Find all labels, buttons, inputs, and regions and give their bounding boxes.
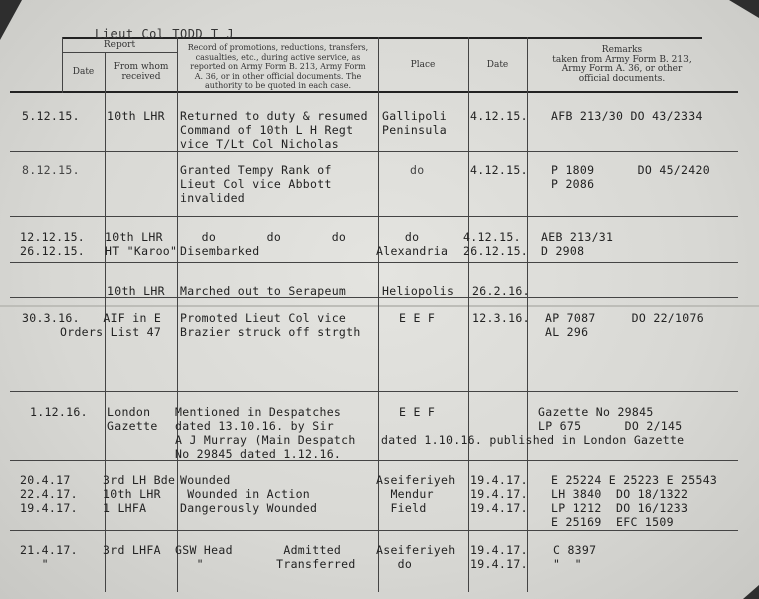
entry-date: 30.3.16. (22, 311, 80, 325)
entry-record: do do do Disembarked (180, 230, 347, 258)
entry-record: Granted Tempy Rank of Lieut Col vice Abbott invalided (180, 163, 332, 205)
entry-date2: 19.4.17. 19.4.17. 19.4.17. (470, 473, 528, 515)
entry-date: 21.4.17. " (20, 543, 78, 571)
column-rule (468, 37, 469, 592)
row-rule (10, 391, 738, 392)
header-bottom-rule (10, 91, 738, 93)
entry-date: 12.12.15. 26.12.15. (20, 230, 86, 258)
entry-record: Marched out to Serapeum (180, 284, 347, 298)
entry-from: 3rd LH Bde 10th LHR 1 LHFA (103, 473, 176, 515)
row-rule (10, 262, 738, 263)
entry-date: 8.12.15. (22, 163, 80, 177)
officer-name: Lieut Col TODD T J (95, 27, 235, 41)
entry-date: 1.12.16. (30, 405, 88, 419)
entry-from: 10th LHR HT "Karoo" (105, 230, 178, 258)
entry-from: 10th LHR (107, 109, 165, 123)
torn-corner (729, 0, 759, 18)
date-header: Date (72, 67, 95, 77)
entry-date2: 12.3.16. (472, 311, 530, 325)
entry-record: GSW Head Admitted " Transferred (175, 543, 356, 571)
row-rule (10, 460, 738, 461)
entry-remarks: AEB 213/31 D 2908 (541, 230, 614, 258)
row-rule (10, 151, 738, 152)
entry-from: 10th LHR (107, 284, 165, 298)
torn-corner (743, 585, 759, 599)
entry-date: 20.4.17 22.4.17. 19.4.17. (20, 473, 78, 515)
entry-place: Heliopolis (382, 284, 455, 298)
from-whom-header: From whom received (113, 62, 169, 82)
entry-place: E E F (399, 405, 436, 419)
date2-header: Date (486, 60, 509, 70)
entry-from: AIF in E Orders List 47 (60, 311, 162, 339)
entry-remarks: C 8397 " " (553, 543, 597, 571)
entry-from: 3rd LHFA (103, 543, 161, 557)
entry-continuation: dated 1.10.16. published in London Gazette (381, 433, 685, 447)
entry-date2: 4.12.15. 26.12.15. (463, 230, 529, 258)
report-sub-rule (62, 52, 177, 53)
entry-record: Mentioned in Despatches dated 13.10.16. by Sir A J Murray (Main Despatch No 29845 dated 1.12.16. (175, 405, 356, 461)
entry-remarks: P 1809 DO 45/2420 P 2086 (551, 163, 710, 191)
entry-date2: 19.4.17. 19.4.17. (470, 543, 528, 571)
torn-corner (0, 0, 22, 40)
place-header: Place (410, 60, 436, 70)
entry-date2: 26.2.16. (472, 284, 530, 298)
entry-record: Returned to duty & resumed Command of 10th L H Regt vice T/Lt Col Nicholas (180, 109, 368, 151)
entry-place: do (410, 163, 425, 177)
entry-place: Aseiferiyeh do (376, 543, 456, 571)
record-header: Record of promotions, reductions, transfers, casualties, etc., during active service, as reported on Army Form B. 213, Army Form A. 36, or in other official documents. The authority to be quoted in each case. (187, 43, 369, 90)
entry-remarks: Gazette No 29845 LP 675 DO 2/145 (538, 405, 683, 433)
entry-record: Promoted Lieut Col vice Brazier struck off strgth (180, 311, 361, 339)
entry-date: 5.12.15. (22, 109, 80, 123)
remarks-header: Remarks taken from Army Form B. 213, Army Form A. 36, or other official documents. (552, 45, 692, 84)
entry-from: London Gazette (107, 405, 158, 433)
entry-date2: 4.12.15. (470, 109, 528, 123)
entry-place: Aseiferiyeh Mendur Field (376, 473, 456, 515)
entry-remarks: AP 7087 DO 22/1076 AL 296 (545, 311, 704, 339)
entry-place: do Alexandria (376, 230, 449, 258)
entry-remarks: AFB 213/30 DO 43/2334 (551, 109, 703, 123)
report-header: Report (103, 40, 136, 50)
entry-place: E E F (399, 311, 436, 325)
column-rule (177, 37, 178, 592)
entry-remarks: E 25224 E 25223 E 25543 LH 3840 DO 18/1322 LP 1212 DO 16/1233 E 25169 EFC 1509 (551, 473, 718, 529)
entry-record: Wounded Wounded in Action Dangerously Wounded (180, 473, 318, 515)
entry-place: Gallipoli Peninsula (382, 109, 448, 137)
paper-fold (0, 305, 759, 307)
entry-date2: 4.12.15. (470, 163, 528, 177)
row-rule (10, 216, 738, 217)
row-rule (10, 530, 738, 531)
